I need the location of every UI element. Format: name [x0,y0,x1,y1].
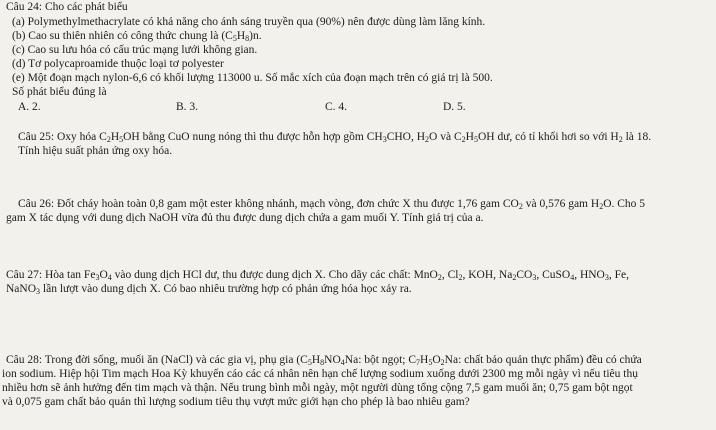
q24-statement-c: (c) Cao su lưu hóa có cấu trúc mạng lưới không gian. [12,44,258,56]
q24-statement-d: (d) Tơ polycaproamide thuộc loại tơ polyester [12,58,224,70]
q27-line-2: NaNO$_3$ lần lượt vào dung dịch X. Có bao nhiêu trường hợp có phản ứng hóa học xảy ra. [6,283,412,296]
q24-statement-a: (a) Polymethylmethacrylate có khả năng cho ánh sáng truyền qua (90%) nên được dùng làm lăng kính. [12,16,486,28]
q24-option-b: B. 3. [176,101,199,113]
q26-line-2: gam X tác dụng với dung dịch NaOH vừa đủ thu được dung dịch chứa a gam muối Y. Tính giá trị của a. [6,212,484,224]
q24-option-d: D. 5. [443,101,466,113]
q28-line-3: nhiều hơn sẽ ảnh hưởng đến tim mạch và thận. Nếu trung bình mỗi ngày, một người dùng tổng cộng 7,5 gam muối ăn; 0,75 gam bột ngọt [2,382,633,394]
q24-option-a: A. 2. [18,101,41,113]
q26-line-1: Câu 26: Đốt cháy hoàn toàn 0,8 gam một ester không nhánh, mạch vòng, đơn chức X thu được 1,76 gam $CO_2$ và 0,576 gam $H_2O$. Cho 5 [18,198,646,211]
q24-title: Câu 24: Cho các phát biểu [6,1,128,13]
q24-option-c: C. 4. [325,101,348,113]
q28-line-4: và 0,075 gam chất bảo quản thì lượng sodium tiêu thụ vượt mức giới hạn cho phép là bao nhiêu gam? [2,396,470,408]
q25-line-2: Tính hiệu suất phản ứng oxy hóa. [18,145,173,157]
q24-statement-b: (b) Cao su thiên nhiên có công thức chung là $(C_5H_8)n$. [12,30,262,43]
q27-line-1: Câu 27: Hòa $\tan Fe_3O_4$ vào dung dịch HCl dư, thu được dung dịch X. Cho dãy các chất: MnO$_2$, $Cl_2$, KOH, $Na_2CO_3$, CuSO$_4$, $HNO_3$, Fe, [6,269,629,282]
q25-line-1: Câu 25: Oxy hóa $C_2H_5OH$ bằng CuO nung nóng thì thu được hỗn hợp gồm $CH_3CHO$, $H_2O$ và $C_2H_5OH$ dư, có tỉ khối hơi so với $H_2$ là 18. [18,131,652,144]
q24-prompt: Số phát biểu đúng là [12,86,107,98]
q28-line-2: ion sodium. Hiệp hội Tim mạch Hoa Kỳ khuyến cáo các cá nhân nên hạn chế lượng sodium xuống dưới 2300 mg mỗi ngày vì nếu tiêu thụ [2,368,638,380]
q24-statement-e: (e) Một đoạn mạch nylon-6,6 có khối lượng 113000 u. Số mắc xích của đoạn mạch trên có giá trị là 500. [12,72,493,84]
q28-line-1: Câu 28: Trong đời sống, muối ăn (NaCl) và các gia vị, phụ gia ($C_5H_8NO_4Na$: bột ngọt; $C_7H_5O_2Na$: chất bảo quản thực phẩm) đều có chứa [6,354,642,367]
